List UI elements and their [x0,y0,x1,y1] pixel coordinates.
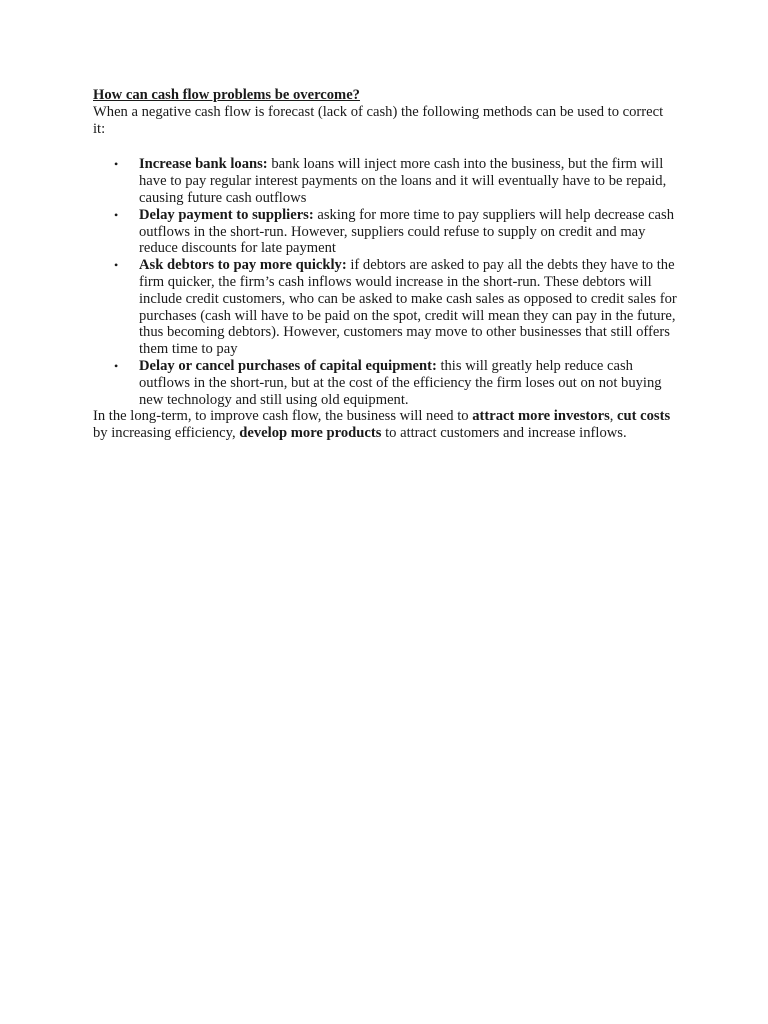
method-title: Increase bank loans: [139,156,268,173]
bullet-icon: • [114,157,119,172]
closing-text: In the long-term, to improve cash flow, the business will need to [93,408,473,425]
intro-paragraph: When a negative cash flow is forecast (lack of cash) the following methods can be used to correct it: [93,103,664,137]
list-item-delay-payment [93,207,678,257]
section-heading: How can cash flow problems be overcome? [93,87,360,103]
list-item-bank-loans [93,156,678,206]
list-item-delay-equipment [93,358,678,408]
method-title: Delay or cancel purchases of capital equipment: [139,357,437,374]
closing-text: , [609,408,618,425]
bullet-icon: • [114,207,119,222]
closing-text: to attract customers and increase inflows. [381,425,627,442]
closing-emphasis: develop more products [239,425,382,442]
bullet-icon: • [114,258,119,273]
method-text: if debtors are asked to pay all the debts they have to the firm quicker, the firm’s cash inflows would increase in the short-run. These debtors will include credit customers, who can be asked to make cash sales as opposed to credit sales for purchases (cash will have to be paid on the spot, credit will mean they can pay in the future, thus becoming debtors). However, customers may move to other businesses that still offers them time to pay [139,257,677,358]
method-text: this will greatly help reduce cash outflows in the short-run, but at the cost of the efficiency the firm loses out on not buying new technology and still using old equipment. [139,357,662,408]
method-text: bank loans will inject more cash into the business, but the firm will have to pay regular interest payments on the loans and it will eventually have to be repaid, causing future cash outflows [139,156,667,206]
closing-emphasis: cut costs [617,408,671,425]
closing-paragraph [93,408,678,442]
closing-emphasis: attract more investors [472,408,610,425]
method-title: Ask debtors to pay more quickly: [139,257,347,274]
method-title: Delay payment to suppliers: [139,206,314,223]
methods-list [93,156,678,408]
method-text: asking for more time to pay suppliers will help decrease cash outflows in the short-run. However, suppliers could refuse to supply on credit and may reduce discounts for late payment [139,206,675,257]
list-item-ask-debtors [93,257,678,358]
bullet-icon: • [114,358,119,373]
closing-text: by increasing efficiency, [93,425,240,442]
